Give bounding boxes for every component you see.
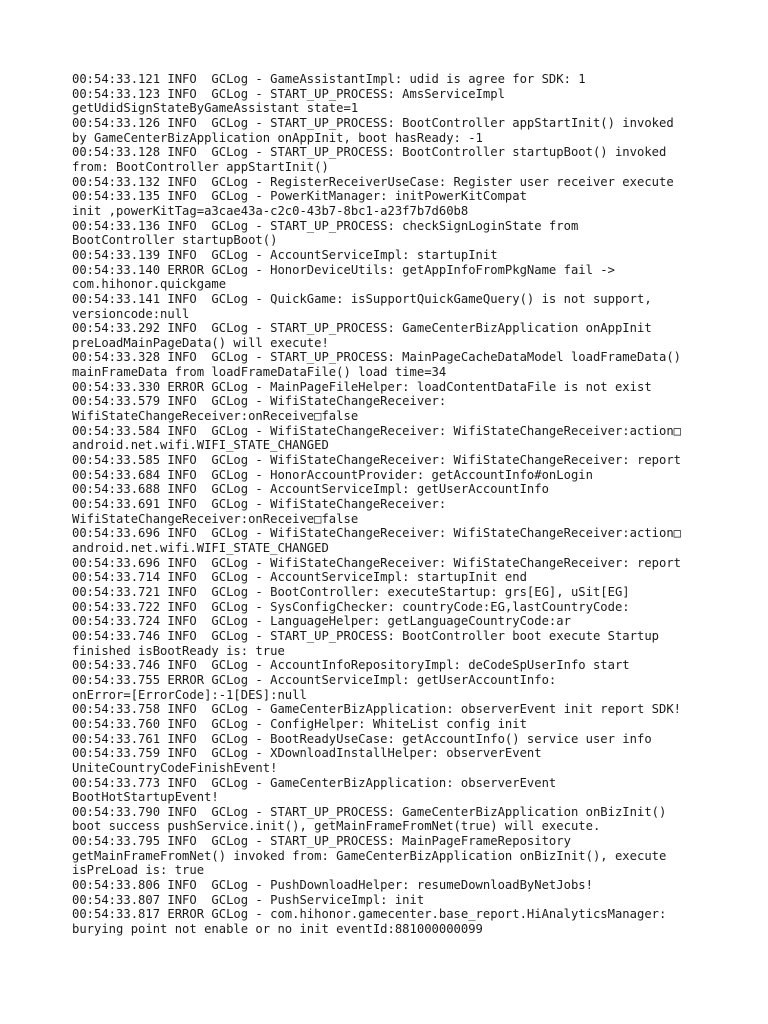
log-line: WifiStateChangeReceiver:onReceive□false: [72, 511, 359, 526]
log-line: 00:54:33.292 INFO GCLog - START_UP_PROCESS: GameCenterBizApplication onAppInit: [72, 321, 652, 336]
log-line: 00:54:33.714 INFO GCLog - AccountServiceImpl: startupInit end: [72, 570, 527, 585]
log-line: android.net.wifi.WIFI_STATE_CHANGED: [72, 541, 329, 555]
log-line: 00:54:33.758 INFO GCLog - GameCenterBizApplication: observerEvent init report SDK!: [72, 702, 682, 717]
log-line: getMainFrameFromNet() invoked from: GameCenterBizApplication onBizInit(), execute: [72, 848, 667, 863]
log-line: finished isBootReady is: true: [72, 643, 285, 658]
log-line: WifiStateChangeReceiver:onReceive□false: [72, 409, 359, 424]
log-line: UniteCountryCodeFinishEvent!: [72, 760, 278, 775]
log-line: from: BootController appStartInit(): [72, 159, 329, 174]
log-line: 00:54:33.691 INFO GCLog - WifiStateChangeReceiver:: [72, 497, 447, 512]
log-line: BootController startupBoot(): [72, 233, 278, 248]
log-line: 00:54:33.140 ERROR GCLog - HonorDeviceUtils: getAppInfoFromPkgName fail ->: [72, 262, 615, 277]
log-line: 00:54:33.128 INFO GCLog - START_UP_PROCESS: BootController startupBoot() invoked: [72, 145, 667, 160]
log-line: boot success pushService.init(), getMainFrameFromNet(true) will execute.: [72, 819, 601, 834]
log-line: 00:54:33.132 INFO GCLog - RegisterReceiverUseCase: Register user receiver execute: [72, 174, 674, 189]
log-line: 00:54:33.761 INFO GCLog - BootReadyUseCase: getAccountInfo() service user info: [72, 731, 652, 746]
log-line: preLoadMainPageData() will execute!: [72, 335, 329, 350]
log-document: [72, 72, 712, 937]
log-line: com.hihonor.quickgame: [72, 277, 227, 292]
log-line: versioncode:null: [72, 306, 190, 321]
log-line: 00:54:33.759 INFO GCLog - XDownloadInstallHelper: observerEvent: [72, 746, 542, 761]
log-line: 00:54:33.721 INFO GCLog - BootController: executeStartup: grs[EG], uSit[EG]: [72, 584, 630, 599]
log-line: 00:54:33.807 INFO GCLog - PushServiceImpl: init: [72, 892, 425, 907]
log-line: 00:54:33.123 INFO GCLog - START_UP_PROCESS: AmsServiceImpl: [72, 86, 505, 101]
log-line: getUdidSignStateByGameAssistant state=1: [72, 101, 359, 116]
log-line: 00:54:33.139 INFO GCLog - AccountServiceImpl: startupInit: [72, 247, 498, 262]
log-line: 00:54:33.773 INFO GCLog - GameCenterBizApplication: observerEvent: [72, 775, 557, 790]
log-line: BootHotStartupEvent!: [72, 790, 219, 805]
log-line: 00:54:33.579 INFO GCLog - WifiStateChangeReceiver:: [72, 394, 447, 409]
log-line: 00:54:33.136 INFO GCLog - START_UP_PROCESS: checkSignLoginState from: [72, 218, 579, 233]
log-line: 00:54:33.688 INFO GCLog - AccountServiceImpl: getUserAccountInfo: [72, 482, 549, 497]
log-line: 00:54:33.760 INFO GCLog - ConfigHelper: WhiteList config init: [72, 716, 527, 731]
log-line: 00:54:33.696 INFO GCLog - WifiStateChangeReceiver: WifiStateChangeReceiver: report: [72, 555, 682, 570]
log-line: 00:54:33.135 INFO GCLog - PowerKitManager: initPowerKitCompat: [72, 189, 527, 204]
log-line: 00:54:33.121 INFO GCLog - GameAssistantImpl: udid is agree for SDK: 1: [72, 72, 586, 86]
log-line: burying point not enable or no init eventId:881000000099: [72, 922, 483, 937]
log-line: 00:54:33.585 INFO GCLog - WifiStateChangeReceiver: WifiStateChangeReceiver: report: [72, 453, 682, 468]
log-line: mainFrameData from loadFrameDataFile() load time=34: [72, 365, 447, 380]
log-line: 00:54:33.806 INFO GCLog - PushDownloadHelper: resumeDownloadByNetJobs!: [72, 878, 593, 893]
log-line: 00:54:33.584 INFO GCLog - WifiStateChangeReceiver: WifiStateChangeReceiver:action□: [72, 423, 682, 438]
log-line: 00:54:33.817 ERROR GCLog - com.hihonor.gamecenter.base_report.HiAnalyticsManager:: [72, 907, 667, 922]
log-line: onError=[ErrorCode]:-1[DES]:null: [72, 687, 307, 702]
log-line: 00:54:33.126 INFO GCLog - START_UP_PROCESS: BootController appStartInit() invoked: [72, 115, 674, 130]
log-line: 00:54:33.724 INFO GCLog - LanguageHelper: getLanguageCountryCode:ar: [72, 614, 571, 629]
log-line: 00:54:33.746 INFO GCLog - AccountInfoRepositoryImpl: deCodeSpUserInfo start: [72, 658, 630, 673]
log-line: 00:54:33.746 INFO GCLog - START_UP_PROCESS: BootController boot execute Startup: [72, 628, 659, 643]
log-line: 00:54:33.328 INFO GCLog - START_UP_PROCESS: MainPageCacheDataModel loadFrameData(): [72, 350, 682, 365]
log-line: 00:54:33.755 ERROR GCLog - AccountServiceImpl: getUserAccountInfo:: [72, 672, 557, 687]
log-line: 00:54:33.790 INFO GCLog - START_UP_PROCESS: GameCenterBizApplication onBizInit(): [72, 804, 667, 819]
log-line: 00:54:33.795 INFO GCLog - START_UP_PROCESS: MainPageFrameRepository: [72, 834, 571, 849]
log-line: 00:54:33.684 INFO GCLog - HonorAccountProvider: getAccountInfo#onLogin: [72, 467, 593, 482]
log-line: init ,powerKitTag=a3cae43a-c2c0-43b7-8bc1-a23f7b7d60b8: [72, 203, 469, 218]
log-line: by GameCenterBizApplication onAppInit, boot hasReady: -1: [72, 130, 483, 145]
log-line: 00:54:33.330 ERROR GCLog - MainPageFileHelper: loadContentDataFile is not exist: [72, 379, 652, 394]
log-line: 00:54:33.722 INFO GCLog - SysConfigChecker: countryCode:EG,lastCountryCode:: [72, 599, 630, 614]
log-line: android.net.wifi.WIFI_STATE_CHANGED: [72, 438, 329, 453]
log-line: isPreLoad is: true: [72, 863, 205, 878]
log-line: 00:54:33.696 INFO GCLog - WifiStateChangeReceiver: WifiStateChangeReceiver:action□: [72, 526, 682, 541]
log-line: 00:54:33.141 INFO GCLog - QuickGame: isSupportQuickGameQuery() is not support,: [72, 291, 652, 306]
